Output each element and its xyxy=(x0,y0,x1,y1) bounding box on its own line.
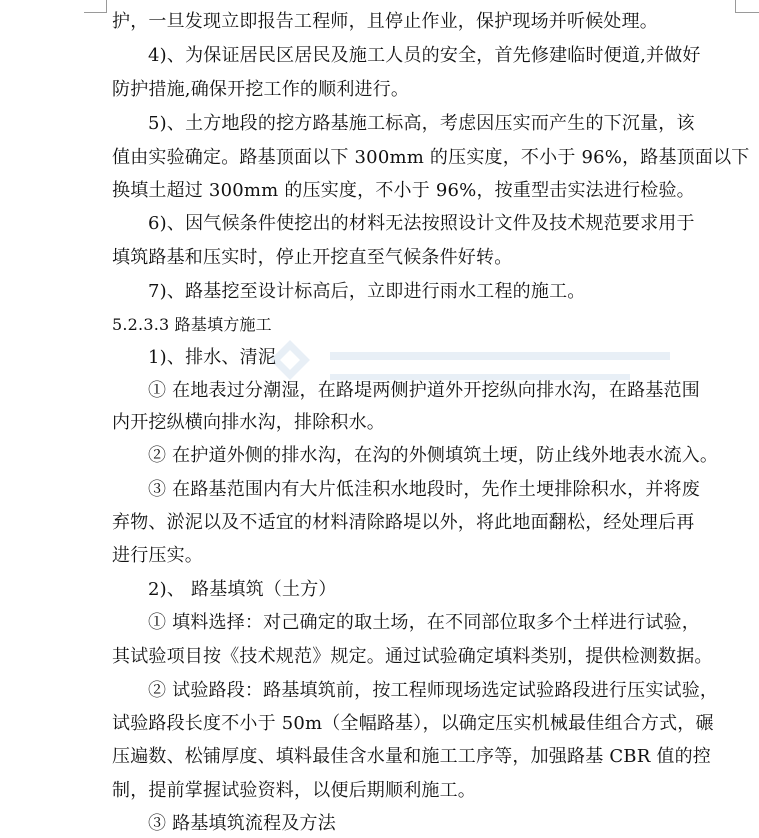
text-line: 6)、因气候条件使挖出的材料无法按照设计文件及技术规范要求用于 xyxy=(148,213,695,234)
text-line: 值由实验确定。路基顶面以下 300mm 的压实度，不小于 96%，路基顶面以下 xyxy=(112,147,750,168)
text-line: ① 填料选择：对己确定的取土场，在不同部位取多个土样进行试验， xyxy=(148,612,700,633)
text-line: 试验路段长度不小于 50m（全幅路基），以确定压实机械最佳组合方式，碾 xyxy=(112,713,714,734)
text-line: 压遍数、松铺厚度、填料最佳含水量和施工工序等，加强路基 CBR 值的控 xyxy=(112,746,711,767)
text-line: ② 在护道外侧的排水沟，在沟的外侧填筑土埂，防止线外地表水流入。 xyxy=(148,445,719,466)
text-line: 护，一旦发现立即报告工程师，且停止作业，保护现场并听候处理。 xyxy=(112,11,658,32)
text-line: 弃物、淤泥以及不适宜的材料清除路堤以外，将此地面翻松，经处理后再 xyxy=(112,512,695,533)
text-line: 其试验项目按《技术规范》规定。通过试验确定填料类别，提供检测数据。 xyxy=(112,646,713,667)
text-line: 4)、为保证居民区居民及施工人员的安全，首先修建临时便道,并做好 xyxy=(148,45,701,66)
text-line: 换填土超过 300mm 的压实度，不小于 96%，按重型击实法进行检验。 xyxy=(112,180,695,201)
text-line: 进行压实。 xyxy=(112,545,203,566)
text-line: ③ 在路基范围内有大片低洼积水地段时，先作土埂排除积水，并将废 xyxy=(148,479,700,500)
text-line: 防护措施,确保开挖工作的顺利进行。 xyxy=(112,79,410,100)
text-line: 5)、土方地段的挖方路基施工标高，考虑因压实而产生的下沉量，该 xyxy=(148,113,695,134)
section-heading: 5.2.3.3 路基填方施工 xyxy=(112,315,272,334)
text-line: ③ 路基填筑流程及方法 xyxy=(148,813,336,834)
text-line: 7)、路基挖至设计标高后，立即进行雨水工程的施工。 xyxy=(148,281,586,302)
text-line: ① 在地表过分潮湿，在路堤两侧护道外开挖纵向排水沟，在路基范围 xyxy=(148,380,700,401)
text-line: 制，提前掌握试验资料，以便后期顺利施工。 xyxy=(112,780,476,801)
text-line: 填筑路基和压实时，停止开挖直至气候条件好转。 xyxy=(112,247,513,268)
text-line: 内开挖纵横向排水沟，排除积水。 xyxy=(112,412,385,433)
text-line: 2)、 路基填筑（土方） xyxy=(148,579,337,600)
text-line: ② 试验路段：路基填筑前，按工程师现场选定试验路段进行压实试验， xyxy=(148,680,719,701)
text-line: 1)、排水、清泥 xyxy=(148,347,277,368)
